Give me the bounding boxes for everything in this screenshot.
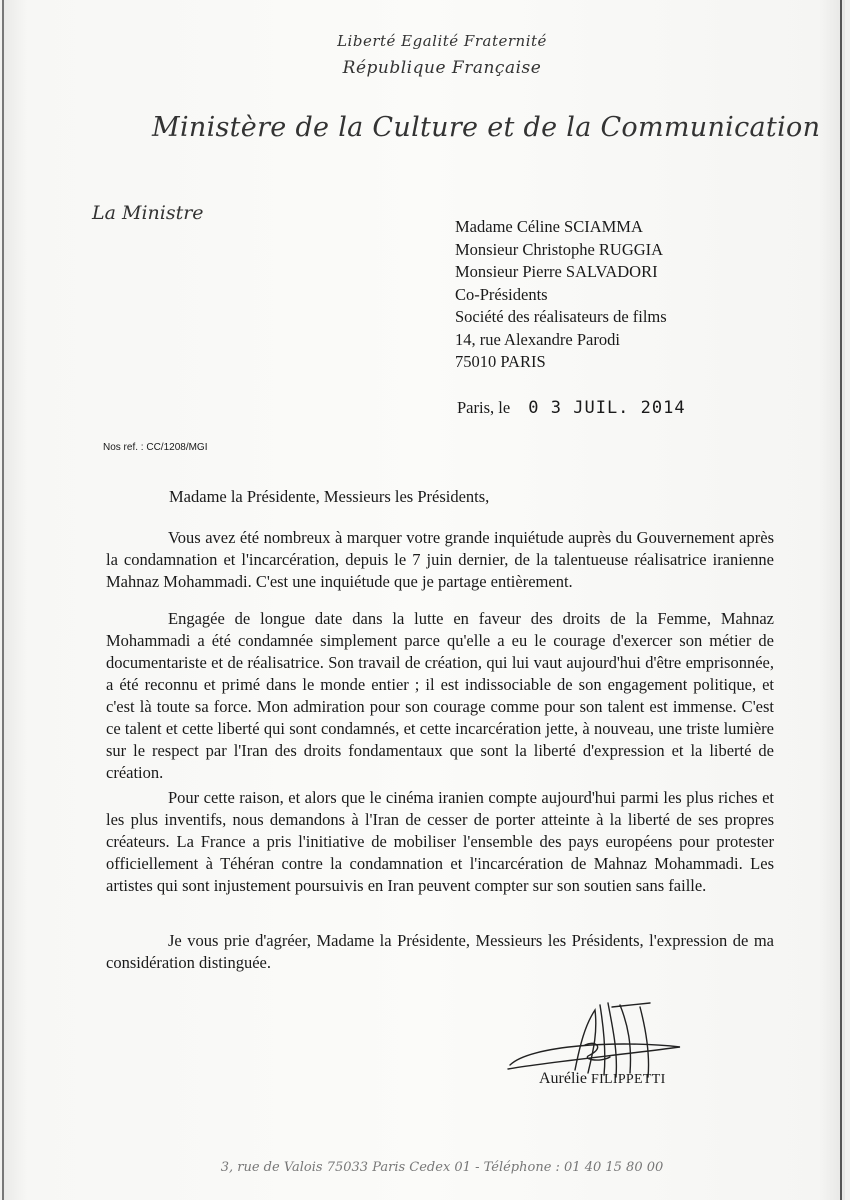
signer-name [539,1070,666,1088]
body-paragraph: Engagée de longue date dans la lutte en faveur des droits de la Femme, Mahnaz Mohammadi a été condamnée simplement parce qu'elle a eu le courage d'exercer son métier de documentariste et de réalisatrice. Son travail de création, qui lui vaut aujourd'hui d'être emprisonnée, a été reconnu et primé dans le monde entier ; il est indissociable de son engagement politique, et c'est là toute sa force. Mon admiration pour son courage comme pour son talent est immense. C'est ce talent et cette liberté qui sont condamnés, et cette incarcération jette, à nouveau, une triste lumière sur le respect par l'Iran des droits fondamentaux que sont la liberté d'expression et la liberté de création. [106,609,774,782]
scan-edge-left [2,0,4,1200]
letterhead-motto: Liberté Egalité Fraternité [337,32,547,50]
recipient-line: Madame Céline SCIAMMA [455,217,643,236]
recipient-line: 75010 PARIS [455,352,546,371]
closing-paragraph: Je vous prie d'agréer, Madame la Présidente, Messieurs les Présidents, l'expression de ma considération distinguée. [106,931,774,972]
date-place: Paris, le [457,398,511,417]
body-paragraph: Pour cette raison, et alors que le cinéma iranien compte aujourd'hui parmi les plus riches et les plus inventifs, nous demandons à l'Iran de cesser de porter atteinte à la liberté de ses propres créateurs. La France a pris l'initiative de mobiliser l'ensemble des pays européens pour protester officiellement à Téhéran contre la condamnation et l'incarcération de Mahnaz Mohammadi. Les artistes qui sont injustement poursuivis en Iran peuvent compter sur son soutien sans faille. [106,788,774,895]
body-paragraph: Vous avez été nombreux à marquer votre grande inquiétude auprès du Gouvernement après la condamnation et l'incarcération, depuis le 7 juin dernier, de la talentueuse réalisatrice iranienne Mahnaz Mohammadi. C'est une inquiétude que je partage entièrement. [106,528,774,591]
recipient-line: Société des réalisateurs de films [455,307,667,326]
recipient-line: Monsieur Pierre SALVADORI [455,262,658,281]
date-stamp: 0 3 JUIL. 2014 [528,398,686,418]
letterhead-office: La Ministre [92,202,204,224]
scan-edge-right [840,0,842,1200]
recipient-address [455,216,667,374]
letterhead-footer: 3, rue de Valois 75033 Paris Cedex 01 - Téléphone : 01 40 15 80 00 [220,1160,664,1175]
signer-first-name: Aurélie [539,1070,587,1087]
letterhead-republic: République Française [342,58,542,78]
recipient-line: 14, rue Alexandre Parodi [455,329,620,349]
salutation: Madame la Présidente, Messieurs les Présidents, [169,487,490,506]
letterhead-ministry: Ministère de la Culture et de la Communication [152,112,821,143]
reference-number: Nos ref. : CC/1208/MGI [103,442,208,453]
recipient-line: Monsieur Christophe RUGGIA [455,239,664,259]
date-line [457,398,686,418]
signer-last-name: FILIPPETTI [590,1072,666,1087]
recipient-line: Co-Présidents [455,284,548,304]
letter-sheet [2,0,845,1200]
